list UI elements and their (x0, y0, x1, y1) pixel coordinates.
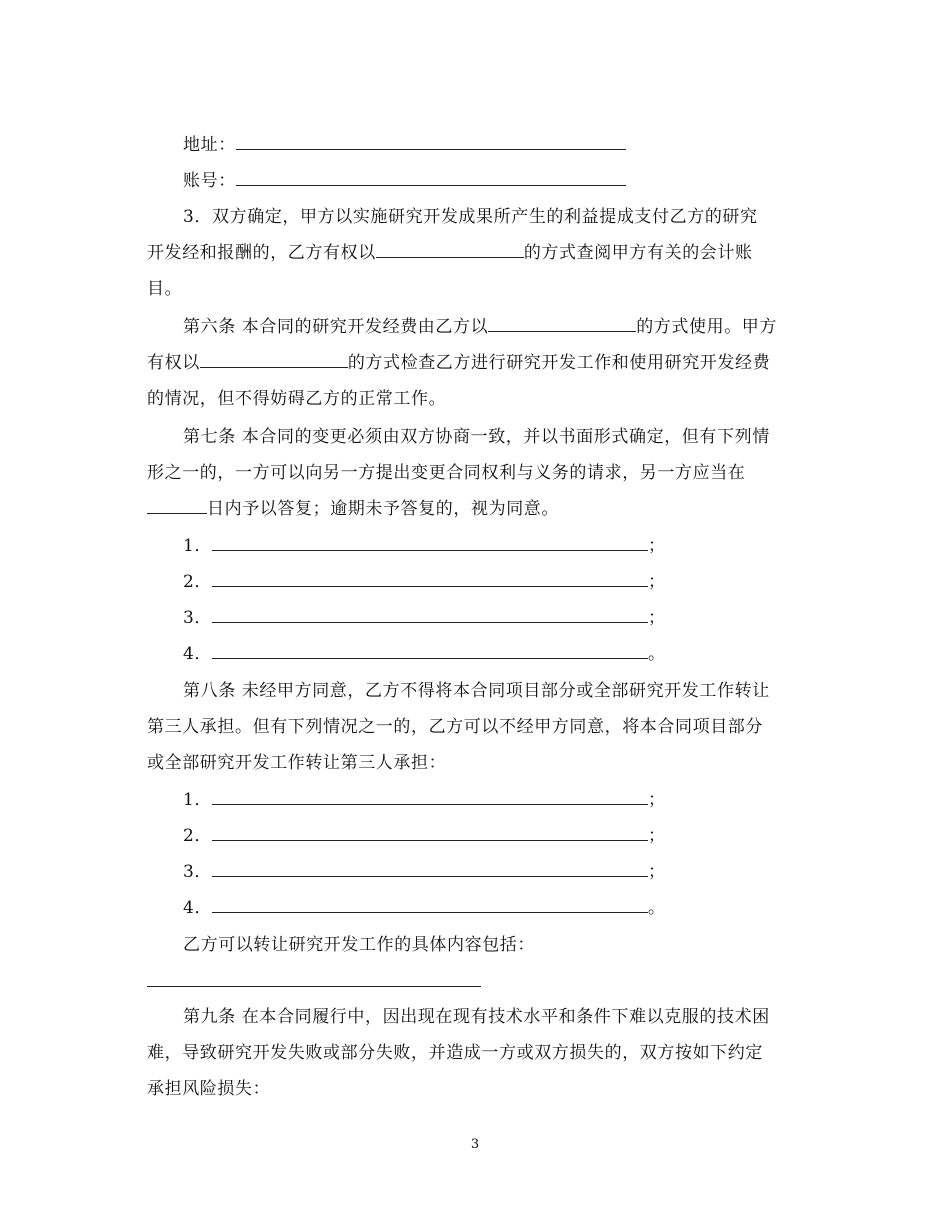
item-blank (212, 862, 648, 877)
item-end: ； (648, 790, 666, 810)
art6-line1 (183, 317, 777, 337)
transfer-content-blank (147, 986, 481, 987)
clause3-line2-end: 的方式查阅甲方有关的会计账 (523, 243, 753, 263)
item-number: 1． (183, 536, 213, 556)
item-end: ； (648, 536, 666, 556)
item-blank (212, 790, 648, 805)
art8-item (183, 862, 666, 882)
item-end: 。 (648, 898, 666, 918)
item-number: 1． (183, 790, 213, 810)
item-end: ； (648, 862, 666, 882)
account-blank (236, 171, 626, 186)
art9-line2: 难，导致研究开发失败或部分失败，并造成一方或双方损失的，双方按如下约定 (147, 1043, 763, 1063)
item-blank (212, 898, 648, 913)
art8-item (183, 898, 666, 918)
art7-item (183, 608, 666, 628)
art7-days-blank (147, 499, 207, 514)
item-number: 4． (183, 898, 213, 918)
account-line (183, 171, 626, 191)
item-number: 3． (183, 862, 213, 882)
art6-line1-end: 的方式使用。甲方 (636, 317, 778, 337)
clause3-line1: 3．双方确定，甲方以实施研究开发成果所产生的利益提成支付乙方的研究 (183, 207, 758, 227)
item-blank (212, 572, 648, 587)
art8-line3: 或全部研究开发工作转让第三人承担： (147, 753, 447, 773)
art7-line3 (147, 499, 559, 519)
item-blank (212, 644, 648, 659)
art8-item (183, 790, 666, 810)
art9-line1: 第九条 在本合同履行中，因出现在现有技术水平和条件下难以克服的技术困 (183, 1007, 770, 1027)
art9-line3: 承担风险损失： (147, 1079, 271, 1099)
clause3-line3: 目。 (147, 279, 183, 299)
address-blank (236, 135, 626, 150)
item-number: 4． (183, 644, 213, 664)
item-blank (212, 608, 648, 623)
item-number: 2． (183, 572, 213, 592)
clause3-line2 (147, 243, 753, 263)
art8-transfer-content: 乙方可以转让研究开发工作的具体内容包括： (183, 935, 535, 955)
art7-item (183, 572, 666, 592)
art6-line2-start: 有权以 (147, 353, 200, 373)
item-number: 2． (183, 826, 213, 846)
item-blank (212, 826, 648, 841)
item-end: ； (648, 826, 666, 846)
item-end: 。 (648, 644, 666, 664)
art7-item (183, 644, 666, 664)
art6-blank1 (488, 317, 636, 332)
item-number: 3． (183, 608, 213, 628)
item-end: ； (648, 572, 666, 592)
art7-line1: 第七条 本合同的变更必须由双方协商一致，并以书面形式确定，但有下列情 (183, 427, 770, 447)
art7-line3-text: 日内予以答复；逾期未予答复的，视为同意。 (207, 499, 559, 519)
address-line (183, 135, 626, 155)
clause3-line2-start: 开发经和报酬的，乙方有权以 (147, 243, 376, 263)
art6-line2-end: 的方式检查乙方进行研究开发工作和使用研究开发经费 (347, 353, 771, 373)
item-end: ； (648, 608, 666, 628)
art6-line3: 的情况，但不得妨碍乙方的正常工作。 (147, 389, 447, 409)
art7-line2: 形之一的，一方可以向另一方提出变更合同权利与义务的请求，另一方应当在 (147, 463, 746, 483)
item-blank (212, 536, 648, 551)
address-label: 地址： (183, 135, 236, 155)
art8-line1: 第八条 未经甲方同意，乙方不得将本合同项目部分或全部研究开发工作转让 (183, 681, 770, 701)
art6-line2 (147, 353, 770, 373)
account-label: 账号： (183, 171, 236, 191)
art8-line2: 第三人承担。但有下列情况之一的，乙方可以不经甲方同意，将本合同项目部分 (147, 717, 763, 737)
art8-item (183, 826, 666, 846)
art6-line1-start: 第六条 本合同的研究开发经费由乙方以 (183, 317, 489, 337)
art6-blank2 (200, 353, 348, 368)
clause3-blank (376, 243, 524, 258)
art7-item (183, 536, 666, 556)
page-number: 3 (470, 1137, 480, 1152)
